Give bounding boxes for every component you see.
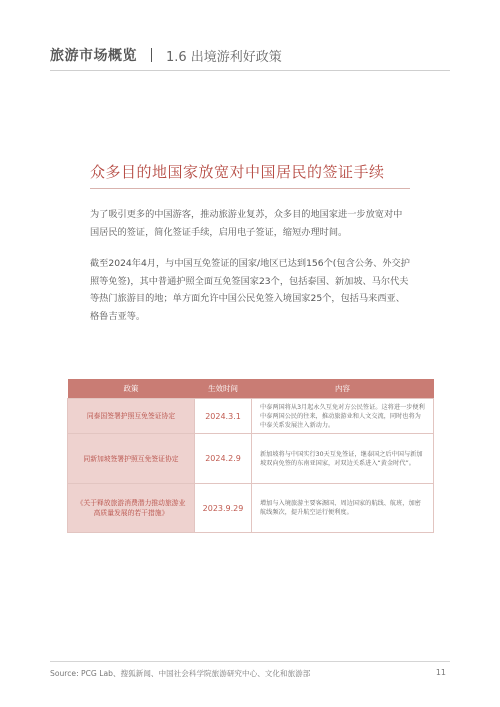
content-cell: 新加坡将与中国实行30天互免签证，继泰国之后中国与新加坡双向免签的东南亚国家，对双边关系进入“黄金时代”。 — [252, 434, 434, 484]
content-cell: 中泰两国将从3月起永久互免对方公民签证。这将进一步便利中泰两国公民的往来，推动旅游业和人文交流，同时也将为中泰关系发展注入新动力。 — [252, 399, 434, 434]
column-header-policy: 政策 — [68, 379, 195, 399]
stats-paragraph: 截至2024年4月，与中国互免签证的国家/地区已达到156个(包含公务、外交护照等免签)，其中普通护照全面互免签国家23个，包括泰国、新加坡、马尔代夫等热门旅游目的地；单方面允许中国公民免签入境国家25个，包括马来西亚、格鲁吉亚等。 — [90, 258, 410, 322]
header-subtitle: 1.6 出境游利好政策 — [166, 49, 282, 65]
footer-source: Source: PCG Lab、搜狐新闻、中国社会科学院旅游研究中心、文化和旅游部 — [50, 669, 311, 678]
header-rule — [50, 70, 450, 71]
policy-cell: 同泰国签署护照互免签证协定 — [68, 399, 195, 434]
policy-table — [67, 379, 434, 533]
table-header-row — [68, 379, 434, 399]
content-cell: 增加与入境旅游主要客源国、周边国家的航线、航班，加密航线频次，提升航空运行便利度。 — [252, 484, 434, 533]
header-divider — [151, 48, 152, 62]
column-header-content: 内容 — [252, 379, 434, 399]
date-cell: 2023.9.29 — [195, 484, 252, 533]
date-cell: 2024.2.9 — [195, 434, 252, 484]
section-title-rule — [90, 188, 410, 189]
page-header — [50, 44, 450, 66]
table-row — [68, 434, 434, 484]
policy-cell: 《关于释放旅游消费潜力推动旅游业高质量发展的若干措施》 — [68, 484, 195, 533]
table-row — [68, 399, 434, 434]
footer-rule — [50, 661, 450, 662]
date-cell: 2024.3.1 — [195, 399, 252, 434]
section-title: 众多目的地国家放宽对中国居民的签证手续 — [90, 163, 385, 181]
header-title: 旅游市场概览 — [50, 48, 137, 64]
column-header-date: 生效时间 — [195, 379, 252, 399]
intro-paragraph: 为了吸引更多的中国游客，推动旅游业复苏，众多目的地国家进一步放宽对中国居民的签证，简化签证手续，启用电子签证，缩短办理时间。 — [90, 209, 403, 238]
policy-cell: 同新加坡签署护照互免签证协定 — [68, 434, 195, 484]
page-number: 11 — [435, 668, 446, 677]
table-row — [68, 484, 434, 533]
